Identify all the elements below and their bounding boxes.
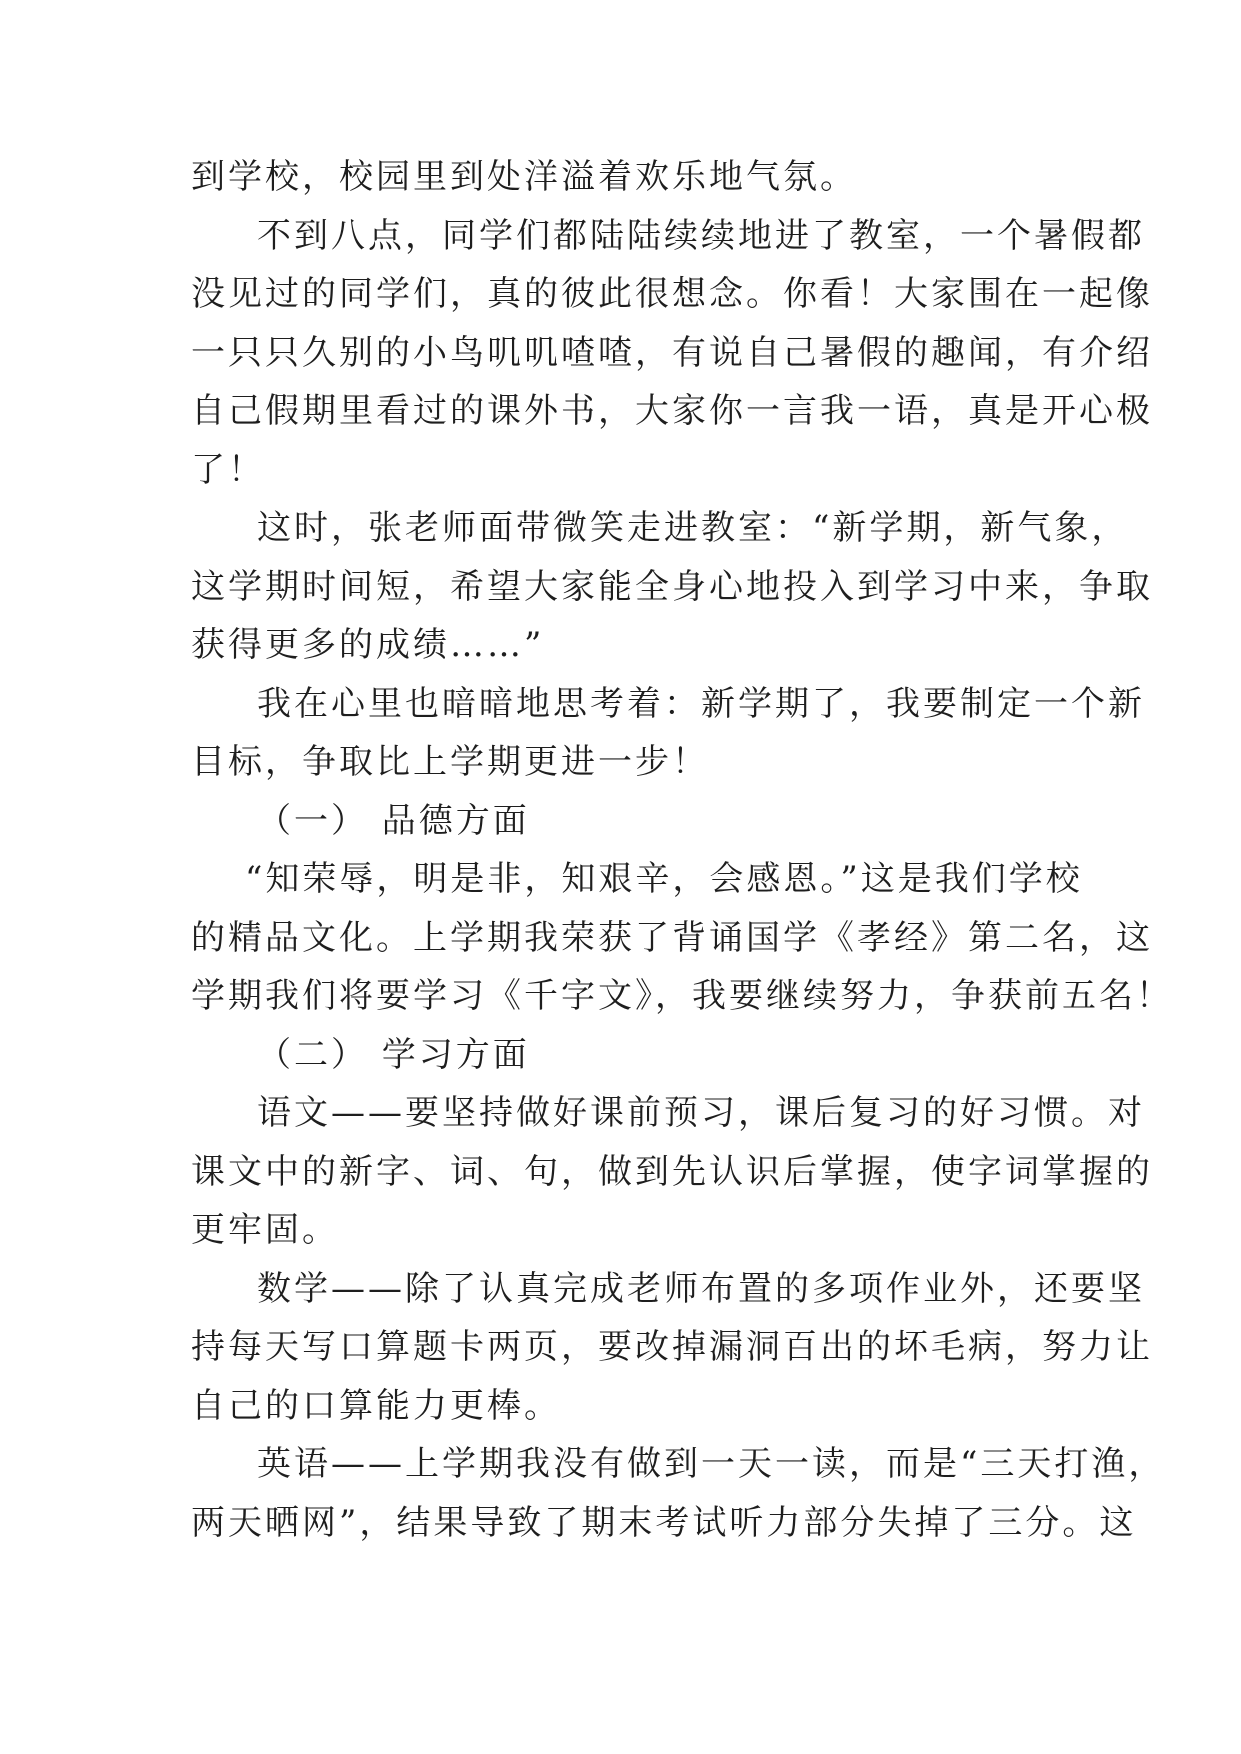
document-body — [191, 148, 1173, 1552]
text-line: 了！ — [191, 449, 265, 490]
text-line: 到学校，校园里到处洋溢着欢乐地气氛。 — [191, 157, 857, 197]
text-line: 持每天写口算题卡两页，要改掉漏洞百出的坏毛病，努力让 — [191, 1327, 1153, 1367]
text-line: 学期我们将要学习《千字文》，我要继续努力，争获前五名！ — [191, 976, 1173, 1016]
text-line: 我在心里也暗暗地思考着：新学期了，我要制定一个新 — [257, 683, 1145, 724]
text-line: 没见过的同学们，真的彼此很想念。你看！大家围在一起像 — [191, 274, 1153, 314]
text-line: 目标，争取比上学期更进一步！ — [191, 742, 709, 782]
text-line: 这时，张老师面带微笑走进教室：“新学期，新气象， — [257, 508, 1129, 548]
text-line: 一只只久别的小鸟叽叽喳喳，有说自己暑假的趣闻，有介绍 — [191, 332, 1153, 373]
text-line: 这学期时间短，希望大家能全身心地投入到学习中来，争取 — [191, 566, 1153, 607]
text-line: 英语——上学期我没有做到一天一读，而是“三天打渔， — [257, 1444, 1166, 1484]
text-line: 自己假期里看过的课外书，大家你一言我一语，真是开心极 — [191, 391, 1153, 431]
text-line: 课文中的新字、词、句，做到先认识后掌握，使字词掌握的 — [191, 1151, 1153, 1192]
text-line: 的精品文化。上学期我荣获了背诵国学《孝经》第二名，这 — [191, 917, 1153, 958]
text-line: “知荣辱，明是非，知艰辛，会感恩。”这是我们学校 — [245, 859, 1083, 899]
text-line: 两天晒网”，结果导致了期末考试听力部分失掉了三分。这 — [191, 1502, 1137, 1543]
text-line: 语文——要坚持做好课前预习，课后复习的好习惯。对 — [257, 1093, 1145, 1133]
text-line: 数学——除了认真完成老师布置的多项作业外，还要坚 — [257, 1268, 1145, 1309]
section-heading: （二） 学习方面 — [257, 1034, 530, 1075]
text-line: 更牢固。 — [191, 1210, 339, 1250]
text-line: 不到八点，同学们都陆陆续续地进了教室，一个暑假都 — [257, 215, 1145, 256]
section-heading: （一） 品德方面 — [257, 800, 530, 841]
text-line: 自己的口算能力更棒。 — [191, 1385, 561, 1426]
text-line: 获得更多的成绩……” — [191, 625, 545, 665]
